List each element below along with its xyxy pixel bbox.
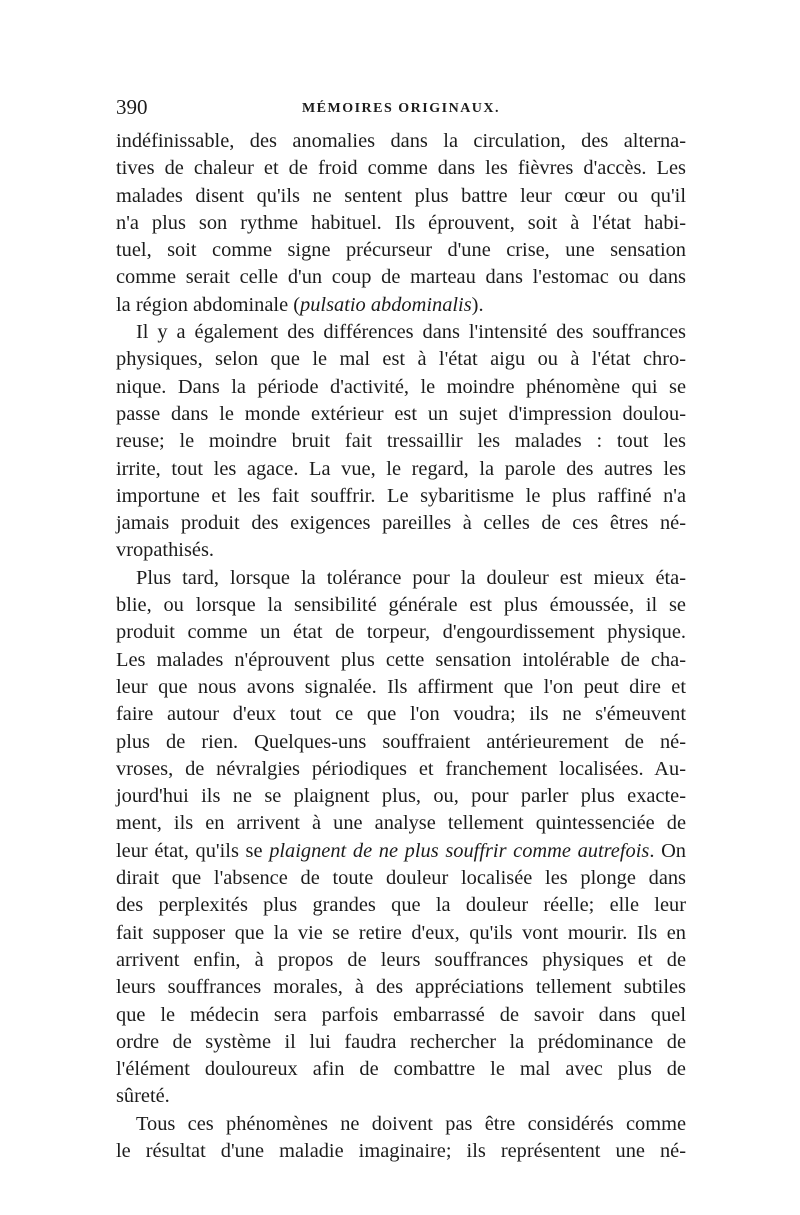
text-line: indéfinissable, des anomalies dans la circulation, des alterna- (116, 130, 686, 152)
body-text (116, 128, 686, 1165)
text-line: blie, ou lorsque la sensibilité générale est plus émoussée, il se (116, 594, 686, 617)
italic-phrase: pulsatio abdominalis (300, 293, 472, 316)
text-fragment: ). (471, 293, 484, 316)
text-line: n'a plus son rythme habituel. Ils éprouvent, soit à l'état habi- (116, 211, 686, 234)
paragraph-4 (116, 1111, 686, 1166)
text-line: que le médecin sera parfois embarrassé de savoir dans quel (116, 1003, 686, 1026)
text-line: produit comme un état de torpeur, d'engourdissement physique. (116, 621, 686, 644)
text-line: Plus tard, lorsque la tolérance pour la douleur est mieux éta- (136, 566, 686, 589)
text-line: tives de chaleur et de froid comme dans les fièvres d'accès. Les (116, 157, 686, 180)
text-line: faire autour d'eux tout ce que l'on voudra; ils ne s'émeuvent (116, 703, 686, 726)
paragraph-2 (116, 319, 686, 565)
text-line: vropathisés. (116, 539, 214, 562)
text-line: vroses, de névralgies périodiques et franchement localisées. Au- (116, 757, 686, 780)
text-fragment: la région abdominale ( (116, 293, 301, 316)
text-line: irrite, tout les agace. La vue, le regard, la parole des autres les (116, 457, 686, 480)
text-line: dirait que l'absence de toute douleur localisée les plonge dans (116, 867, 686, 890)
text-line: ordre de système il lui faudra rechercher la prédominance de (116, 1030, 686, 1053)
text-line: importune et les fait souffrir. Le sybaritisme le plus raffiné n'a (116, 484, 686, 507)
text-line: comme serait celle d'un coup de marteau dans l'estomac ou dans (116, 266, 686, 289)
text-line: jamais produit des exigences pareilles à celles de ces êtres né- (116, 512, 686, 535)
page-header (116, 94, 686, 120)
text-fragment: leur état, qu'ils se (116, 839, 270, 862)
book-page (116, 94, 686, 1165)
paragraph-1 (116, 128, 686, 319)
text-line: Les malades n'éprouvent plus cette sensation intolérable de cha- (116, 648, 686, 671)
text-line: leur que nous avons signalée. Ils affirment que l'on peut dire et (116, 675, 686, 698)
text-line: arrivent enfin, à propos de leurs souffrances physiques et de (116, 948, 686, 971)
text-line: jourd'hui ils ne se plaignent plus, ou, pour parler plus exacte- (116, 785, 686, 808)
text-line: malades disent qu'ils ne sentent plus battre leur cœur ou qu'il (116, 184, 686, 207)
text-line: le résultat d'une maladie imaginaire; ils représentent une né- (116, 1139, 686, 1162)
italic-phrase: plaignent de ne plus souffrir comme autrefois (269, 839, 650, 862)
text-line: plus de rien. Quelques-uns souffraient antérieurement de né- (116, 730, 686, 753)
text-line (116, 838, 686, 865)
text-line: leurs souffrances morales, à des appréciations tellement subtiles (116, 976, 686, 999)
text-line: tuel, soit comme signe précurseur d'une crise, une sensation (116, 239, 686, 262)
text-line: ment, ils en arrivent à une analyse tellement quintessenciée de (116, 812, 686, 835)
paragraph-3 (116, 565, 686, 1111)
text-line: reuse; le moindre bruit fait tressaillir les malades : tout les (116, 430, 686, 453)
text-line: passe dans le monde extérieur est un sujet d'impression doulou- (116, 402, 686, 425)
running-title: MÉMOIRES ORIGINAUX. (301, 101, 501, 116)
text-line: fait supposer que la vie se retire d'eux, qu'ils vont mourir. Ils en (116, 921, 686, 944)
text-line: nique. Dans la période d'activité, le moindre phénomène qui se (116, 375, 686, 398)
text-line: sûreté. (116, 1085, 170, 1108)
text-line: Tous ces phénomènes ne doivent pas être considérés comme (136, 1112, 686, 1135)
text-line: l'élément douloureux afin de combattre le mal avec plus de (116, 1058, 686, 1081)
text-line (116, 292, 686, 319)
text-line: physiques, selon que le mal est à l'état aigu ou à l'état chro- (116, 348, 686, 371)
page-number: 390 (116, 95, 148, 119)
text-line: Il y a également des différences dans l'intensité des souffrances (136, 321, 686, 344)
text-fragment: . On (649, 839, 687, 862)
text-line: des perplexités plus grandes que la douleur réelle; elle leur (116, 894, 686, 917)
